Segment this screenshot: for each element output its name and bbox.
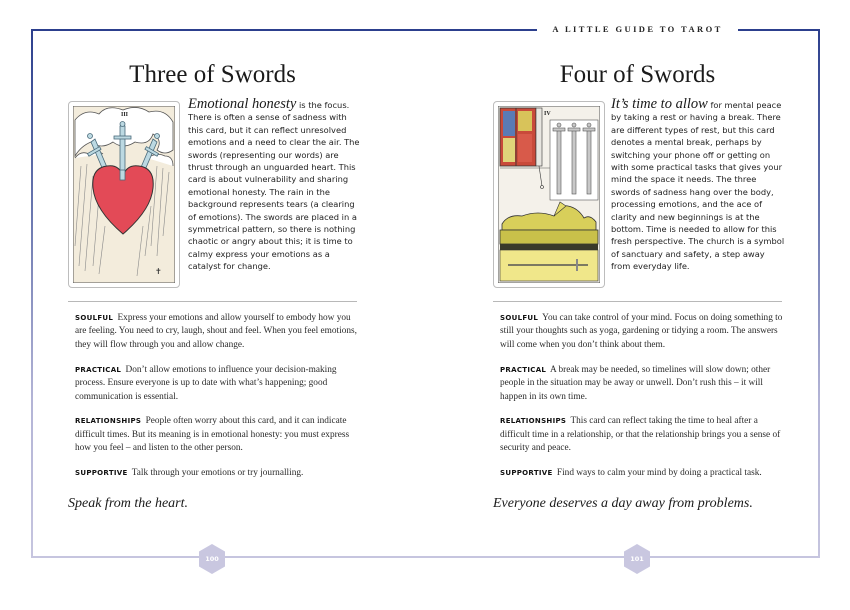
svg-text:✝: ✝ xyxy=(155,267,162,276)
section-supportive xyxy=(500,467,785,480)
right-page xyxy=(425,0,850,610)
three-of-swords-card-image xyxy=(68,101,180,288)
intro-lead: Emotional honesty xyxy=(188,96,297,112)
page-number: 101 xyxy=(630,555,644,563)
section-supportive xyxy=(75,467,360,480)
four-of-swords-card-image xyxy=(493,101,605,288)
card-numeral: III xyxy=(121,112,129,118)
section-label: SUPPORTIVE xyxy=(500,469,553,478)
four-of-swords-card-illustration-icon xyxy=(498,106,600,283)
card-intro xyxy=(188,98,360,273)
card-numeral: IV xyxy=(544,111,551,117)
section-divider xyxy=(68,301,357,302)
section-divider xyxy=(493,301,782,302)
section-label: RELATIONSHIPS xyxy=(75,417,142,426)
section-text: This card can reflect taking the time to heal after a difficult time in a relationship, or that the relationship brings you a sense of security and peace. xyxy=(500,416,781,454)
running-head: A LITTLE GUIDE TO TAROT xyxy=(552,24,723,34)
section-text: A break may be needed, so timelines will slow down; other people in the situation may be away or unwell. Don’t rush this – it will happen in its own time. xyxy=(500,364,771,402)
card-title: Three of Swords xyxy=(129,61,296,88)
section-label: PRACTICAL xyxy=(500,365,547,374)
section-label: SUPPORTIVE xyxy=(75,469,128,478)
section-relationships xyxy=(75,415,360,455)
section-practical xyxy=(75,364,360,404)
three-of-swords-card-illustration-icon xyxy=(73,106,175,283)
card-quote: Speak from the heart. xyxy=(68,496,189,511)
section-soulful xyxy=(75,312,360,352)
page-number-badge xyxy=(199,544,225,574)
card-intro xyxy=(611,98,785,273)
section-soulful xyxy=(500,312,785,352)
page-number-badge xyxy=(624,544,650,574)
card-title: Four of Swords xyxy=(559,61,716,88)
section-text: Don’t allow emotions to influence your decision-making process. Ensure everyone is up to date with what’s happening; good communication is essential. xyxy=(75,364,337,402)
meaning-sections xyxy=(500,312,785,492)
card-quote: Everyone deserves a day away from problems. xyxy=(493,496,753,511)
section-text: Talk through your emotions or try journalling. xyxy=(131,468,304,479)
section-text: Find ways to calm your mind by doing a practical task. xyxy=(556,468,762,479)
section-practical xyxy=(500,364,785,404)
intro-text: is the focus. There is often a sense of sadness with this card, but it can reflect unresolved emotions and a need to clear the air. The swords (representing our words) are thrust through an unguarded heart. This card is about vulnerability and sharing emotional honesty. The rain in the background represents tears (a clearing of emotions). The swords are placed in a symmetrical pattern, so there is nothing chaotic or angry about this; it is time to calmy express your emotions as a catalyst for change. xyxy=(188,100,360,272)
section-label: SOULFUL xyxy=(500,314,539,322)
section-text: Express your emotions and allow yourself to embody how you are feeling. You need to cry, laugh, shout and feel. When you feel emotions, they will flow through you and allow change. xyxy=(75,313,357,350)
intro-lead: It’s time to allow xyxy=(611,96,708,112)
section-label: SOULFUL xyxy=(75,314,114,322)
section-relationships xyxy=(500,415,785,455)
page-number: 100 xyxy=(205,555,219,563)
section-label: PRACTICAL xyxy=(75,365,122,374)
meaning-sections xyxy=(75,312,360,492)
section-text: People often worry about this card, and it can indicate difficult times. But its meaning is in emotional honesty: you must express how you feel – and listen to the other person. xyxy=(75,416,350,454)
intro-text: for mental peace by taking a rest or having a break. There are different types of rest, but this card denotes a mental break, perhaps by switching your phone off or getting on with some practical tasks that gives your mind the space it needs. The three swords of sadness hang over the body, processing emotions, and the ace of clarity and new beginnings is at the bottom. Time is needed to allow for this fresh perspective. The church is a symbol of sanctuary and safety, a step away from everyday life. xyxy=(611,100,785,272)
section-label: RELATIONSHIPS xyxy=(500,417,567,426)
section-text: You can take control of your mind. Focus on doing something to still your thoughts such as yoga, gardening or tidying a room. The answers will come when you don’t think about them. xyxy=(500,313,783,350)
